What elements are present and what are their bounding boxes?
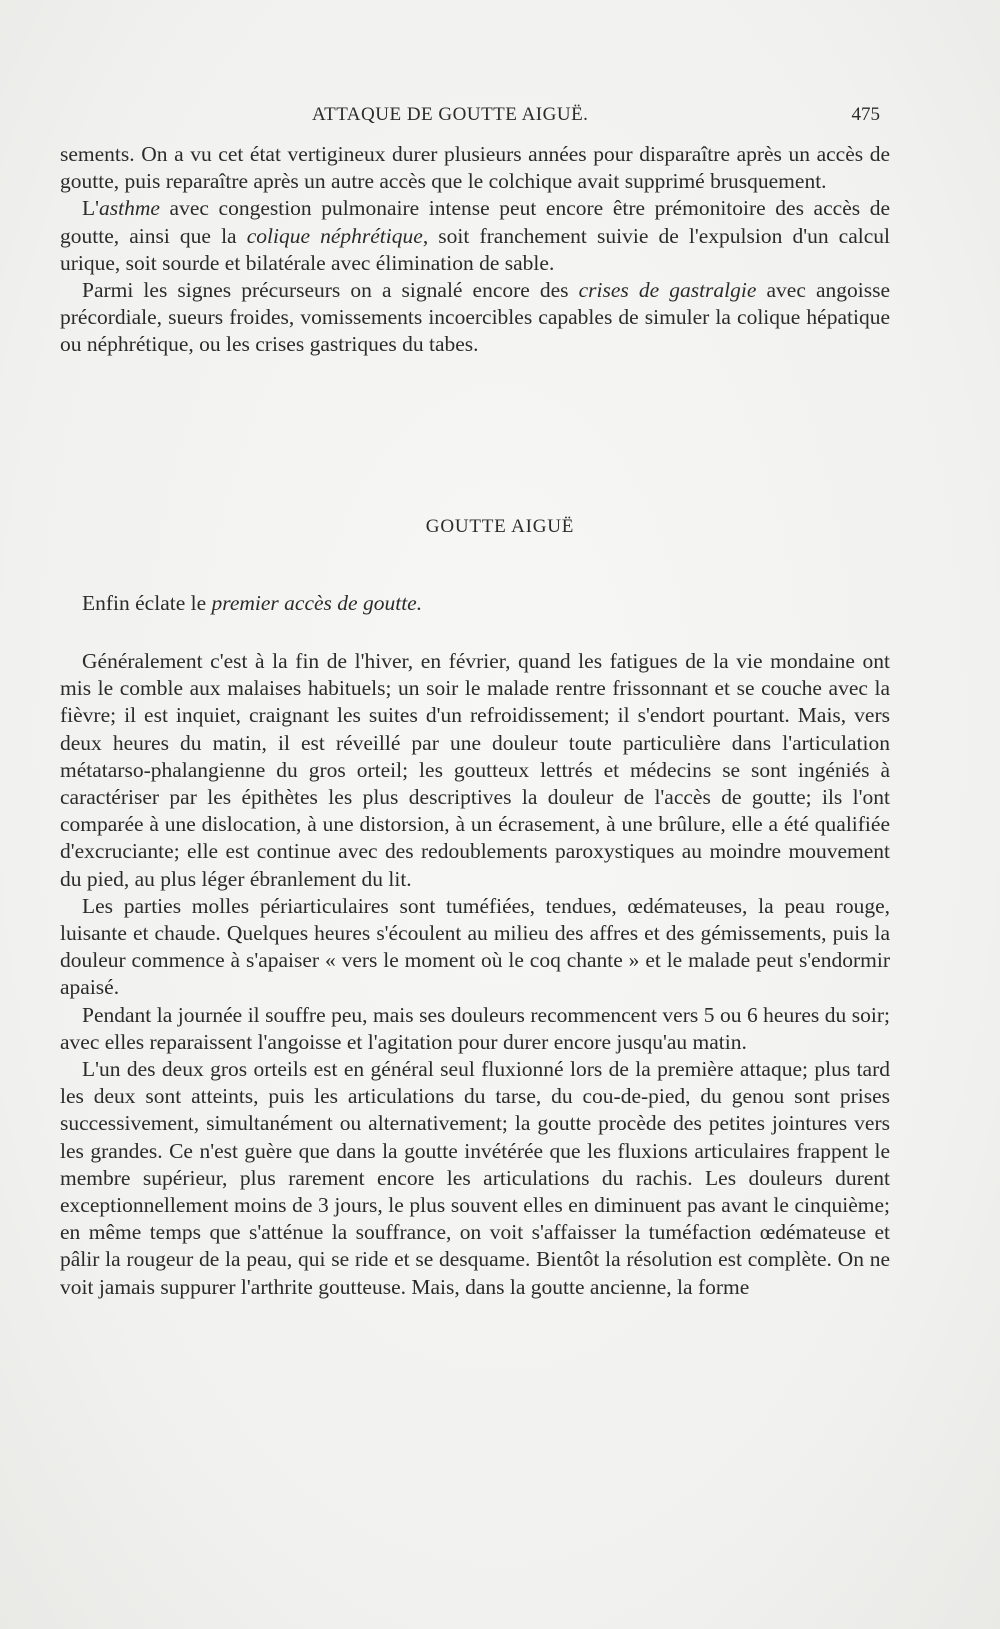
text-run: Parmi les signes précurseurs on a signalé encore des xyxy=(82,278,579,303)
paragraph-parties-molles: Les parties molles périarticulaires sont tuméfiées, tendues, œdémateuses, la peau rouge, luisante et chaude. Quelques heures s'écoulent au milieu des affres et des gémissements, puis la douleur commence à s'apaiser « vers le moment où le coq chante » et le malade peut s'endormir apaisé. xyxy=(60,893,890,1000)
section-title: GOUTTE AIGUË xyxy=(425,516,575,537)
paragraph-pendant-la-journee: Pendant la journée il souffre peu, mais ses douleurs recommencent vers 5 ou 6 heures du soir; avec elles reparaissent l'angoisse et l'agitation pour durer encore jusqu'au matin. xyxy=(60,1002,890,1054)
paragraph-continuation: sements. On a vu cet état vertigineux durer plusieurs années pour disparaître après un accès de goutte, puis reparaître après un autre accès que le colchique avait supprimé brusquement. xyxy=(60,142,890,194)
paragraph-signes-precurseurs xyxy=(60,277,890,359)
italic-term-colique: colique néphrétique xyxy=(246,223,423,248)
page-header xyxy=(60,104,880,134)
paragraph-generalement: Généralement c'est à la fin de l'hiver, en février, quand les fatigues de la vie mondaine ont mis le comble aux malaises habituels; un soir le malade rentre frissonnant et se couche avec la fièvre; il est inquiet, craignant les suites d'un refroidissement; il s'endort pourtant. Mais, vers deux heures du matin, il est réveillé par une douleur toute particulière dans l'articulation métatarso-phalangienne du gros orteil; les goutteux lettrés et médecins se sont ingéniés à caractériser par les épithètes les plus descriptives la douleur de l'accès de goutte; ils l'ont comparée à une dislocation, à une distorsion, à un écrasement, à une brûlure, elle a été qualifiée d'excruciante; elle est continue avec des redoublements paroxystiques au moindre mouvement du pied, au plus léger ébranlement du lit. xyxy=(60,649,890,891)
text-run: Enfin éclate le xyxy=(82,591,212,615)
paragraph-premier-acces xyxy=(60,590,890,617)
paragraph-asthme xyxy=(60,195,890,277)
text-run: avec angoisse précordiale, sueurs froides, vomissements incoercibles capables de simuler la colique hépatique ou néphrétique, ou les crises gastriques du tabes. xyxy=(60,278,890,357)
text-block-top xyxy=(60,141,890,359)
italic-term-gastralgie: crises de gastralgie xyxy=(578,278,757,303)
text-block-intro xyxy=(60,590,890,617)
paragraph-gros-orteils: L'un des deux gros orteils est en général seul fluxionné lors de la première attaque; plus tard les deux sont atteints, puis les articulations du tarse, du cou-de-pied, du genou sont prises successivement, simultanément ou alternativement; la goutte procède des petites jointures vers les grandes. Ce n'est guère que dans la goutte invétérée que les fluxions articulaires frappent le membre supérieur, plus rarement encore les articulations du rachis. Les douleurs durent exceptionnellement moins de 3 jours, le plus souvent elles en diminuent pas avant le cinquième; en même temps que s'atténue la souffrance, on voit s'affaisser la tuméfaction œdémateuse et pâlir la rougeur de la peau, qui se ride et se desquame. Bientôt la résolution est complète. On ne voit jamais suppurer l'arthrite goutteuse. Mais, dans la goutte ancienne, la forme xyxy=(60,1057,890,1299)
italic-term-premier-acces: premier accès de goutte. xyxy=(211,591,423,615)
text-block-main xyxy=(60,648,890,1301)
italic-term-asthme: asthme xyxy=(99,196,160,221)
page-number: 475 xyxy=(851,104,880,125)
text-run: , soit franchement suivie de l'expulsion d'un calcul urique, soit sourde et bilatérale avec élimination de sable. xyxy=(60,223,890,275)
text-run: L' xyxy=(82,196,100,221)
text-run: avec congestion pulmonaire intense peut encore être prémonitoire des accès de goutte, ainsi que la xyxy=(60,196,890,248)
running-head: ATTAQUE DE GOUTTE AIGUË. xyxy=(312,104,589,125)
